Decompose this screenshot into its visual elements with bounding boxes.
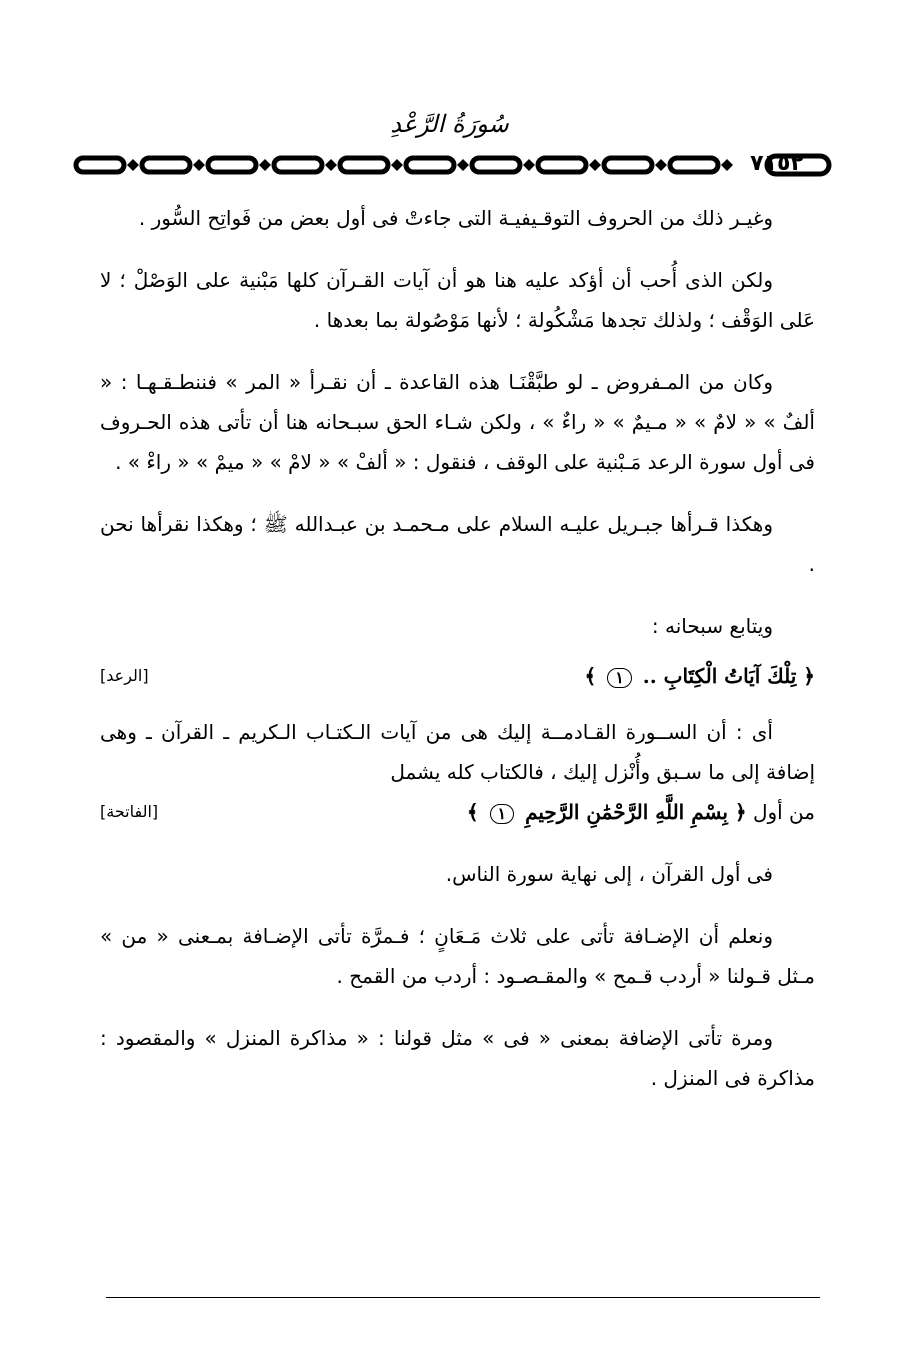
page-number: ٧١٥٢	[750, 151, 804, 176]
basmala-verse	[467, 800, 747, 824]
paragraph-7: فى أول القرآن ، إلى نهاية سورة الناس.	[445, 862, 773, 886]
verse-close-bracket: ﴾	[466, 800, 479, 824]
surah-reference: [الرعد]	[100, 666, 149, 685]
verse-close-bracket: ﴾	[584, 664, 597, 688]
ornament-border	[72, 150, 762, 180]
verse-text: ﴿ تِلْكَ آيَاتُ الْكِتَابِ ..	[642, 664, 815, 688]
verse-number: ١	[607, 668, 632, 688]
quran-verse-row	[100, 656, 815, 696]
paragraph-8: ونعلم أن الإضـافة تأتى على ثلاث مَـعَانٍ ؛ فـمرَّة تأتى الإضـافة بمـعنى « من » مـثل قـولنا « أردب قـمح » والمقـصـود : أردب من القمح .	[100, 924, 815, 988]
paragraph-2: ولكن الذى أُحب أن أؤكد عليه هنا هو أن آيات القـرآن كلها مَبْنية على الوَصْلْ ؛ لا عَلى الوَقْف ؛ ولذلك تجدها مَشْكُولة ؛ لأنها مَوْصُولة بما بعدها .	[100, 268, 815, 332]
paragraph-1: وغيـر ذلك من الحروف التوقـيفيـة التى جاءتْ فى أول بعض من فَواتِح السُّور .	[138, 206, 773, 230]
paragraph-5: ويتابع سبحانه :	[651, 614, 773, 638]
paragraph-9: ومرة تأتى الإضافة بمعنى « فى » مثل قولنا : « مذاكرة المنزل » والمقصود : مذاكرة فى المنزل .	[100, 1026, 815, 1090]
paragraph-3: وكان من المـفروض ـ لو طبَّقْنَـا هذه القاعدة ـ أن نقـرأ « المر » فننطـقـهـا : « ألفٌ » « لامٌ » « مـيمٌ » « راءٌ » ، ولكن شـاء الحق سبـحانه هنا أن تأتى هذه الحـروف فى أول سورة الرعد مَـبْنية على الوقف ، فنقول : « ألفْ » « لامْ » « ميمْ » « راءْ » .	[100, 370, 815, 474]
paragraph-4: وهكذا قـرأها جبـريل عليـه السلام على مـحمـد بن عبـدالله ﷺ ؛ وهكذا نقرأها نحن .	[100, 512, 815, 576]
inline-verse-row	[100, 792, 815, 832]
quran-verse	[585, 656, 816, 696]
basmala-text: ﴿ بِسْمِ اللَّهِ الرَّحْمَٰنِ الرَّحِيمِ	[525, 800, 747, 824]
page-body	[100, 198, 815, 1120]
inline-lead: من أول	[752, 800, 815, 824]
surah-title: سُورَةُ الرَّعْدِ	[390, 110, 509, 138]
verse-number: ١	[490, 804, 515, 824]
surah-reference: [الفاتحة]	[100, 802, 159, 821]
footer-rule	[106, 1297, 820, 1298]
paragraph-6: أى : أن الســورة القـادمــة إليك هى من آيات الـكتـاب الـكريم ـ القرآن ـ وهى إضافة إلى ما سـبق وأُنْزل إليك ، فالكتاب كله يشمل	[100, 720, 815, 784]
